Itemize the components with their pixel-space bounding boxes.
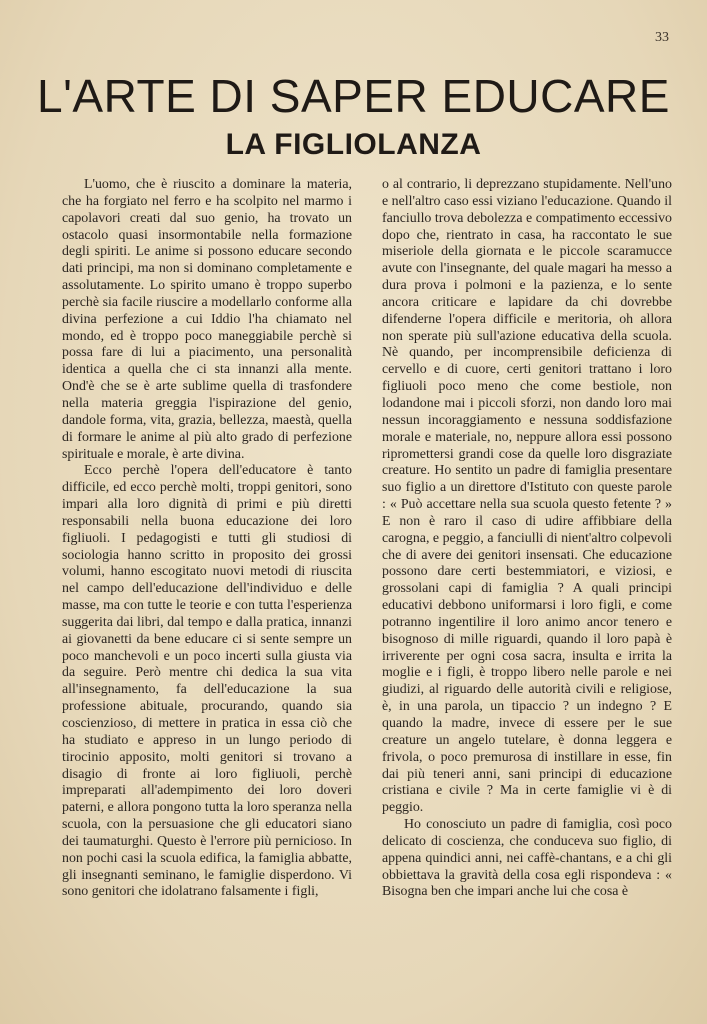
left-column <box>62 177 352 977</box>
page-number: 33 <box>655 30 669 45</box>
article-body <box>62 177 672 977</box>
article-title: L'ARTE DI SAPER EDUCARE <box>37 70 670 122</box>
paragraph: Ho conosciuto un padre di famiglia, così poco delicato di coscienza, che conduceva suo figlio, di appena quindici anni, nei caffè-chantans, e a chi gli obbiettava la gravità della cosa egli rispondeva : « Bisogna ben che impari anche lui che cosa è <box>382 817 672 900</box>
right-column <box>382 177 672 977</box>
article-subtitle: LA FIGLIOLANZA <box>225 128 482 161</box>
paragraph: Ecco perchè l'opera dell'educatore è tanto difficile, ed ecco perchè molti, troppi genitori, sono impari alla loro dignità di primi e più diretti responsabili nella buona educazione dei loro figliuoli. I pedagogisti e tutti gli studiosi di sociologia hanno scritto in proposito dei grossi volumi, hanno escogitato nuovi metodi di riuscita nel campo dell'educazione dell'individuo e delle masse, ma con tutte le teorie e con tutta l'esperienza suggerita dai libri, dal tempo e dalla pratica, innanzi ai giovanetti da bene educare ci si sente sempre un poco manchevoli e un poco incerti sulla giusta via da seguire. Però mentre chi dedica la sua vita all'insegnamento, fa dell'educazione la sua professione abituale, procurando, quando sia coscienzioso, di mettere in pratica in essa ciò che ha studiato e appreso in un lungo periodo di tirocinio apposito, molti genitori si trovano a disagio di fronte ai loro figliuoli, perchè impreparati all'adempimento dei loro doveri paterni, e allora pongono tutta la loro speranza nella scuola, con la persuasione che gli educatori siano dei taumaturghi. Questo è l'errore più pernicioso. In non pochi casi la scuola edifica, la famiglia abbatte, gli insegnanti seminano, le famiglie disperdono. Vi sono genitori che idolatrano falsamente i figli, <box>62 463 352 900</box>
paragraph: L'uomo, che è riuscito a dominare la materia, che ha forgiato nel ferro e ha scolpito nel marmo i capolavori creati dal suo genio, ha trovato un ostacolo quasi insormontabile nella formazione degli spiriti. Le anime si possono educare secondo dati principi, ma non si dominano completamente e assolutamente. Lo spirito umano è troppo superbo perchè sia facile riuscire a modellarlo conforme alla divina perfezione a cui Iddio l'ha chiamato nel mondo, ed è troppo poco maneggiabile perchè si possa fare di lui a piacimento, una personalità identica a quella che ci sta innanzi alla mente. Ond'è che se è arte sublime quella di trasfondere nella materia greggia l'ispirazione del genio, dandole forma, vita, grazia, bellezza, maestà, quella di formare le anime al più alto grado di perfezione spirituale e morale, è arte divina. <box>62 177 352 462</box>
paragraph: o al contrario, li deprezzano stupidamente. Nell'uno e nell'altro caso essi viziano l'educazione. Quando il fanciullo trova debolezza e compatimento eccessivo dopo che, rientrato in casa, ha raccontato le sue miseriole della giornata e le piccole scaramucce avute con l'insegnante, del quale magari ha messo a dura prova i polmoni e la pazienza, e lo sente ancora criticare e lapidare da chi dovrebbe difenderne l'opera difficile e meritoria, oh allora non sperate più sull'azione educativa della scuola. Nè quando, per incomprensibile deficienza di cervello e di cuore, certi genitori trattano i loro figliuoli poco meno che come bestiole, non lodandone mai i piccoli sforzi, non dando loro mai nessun incoraggiamento e nessuna soddisfazione morale e materiale, no, neppure allora essi possono ripromettersi grandi cose da quelle loro disgraziate creature. Ho sentito un padre di famiglia presentare suo figlio a un direttore d'Istituto con queste parole : « Può accettare nella sua scuola questo fetente ? » E non è raro il caso di udire affibbiare della carogna, e peggio, a fanciulli di nient'altro colpevoli che di avere dei genitori insensati. Che educazione possono dare certi bestemmiatori, e viziosi, e grossolani capi di famiglia ? A quali principi educativi debbono uniformarsi i loro figli, e come potranno ingentilire il loro animo ancor tenero e bisognoso di mille riguardi, quando il loro papà è irriverente per ogni cosa sacra, insulta e irrita la moglie e i figli, è troppo libero nelle parole e nei giudizi, al riguardo delle autorità civili e religiose, è, in una parola, un tipaccio ? un indegno ? E quando la madre, invece di essere per le sue creature un angelo tutelare, è donna leggera e frivola, o poco premurosa di instillare in esse, fin dai più teneri anni, sani principi di educazione cristiana e civile ? Ma in certe famiglie vi è di peggio. <box>382 177 672 816</box>
